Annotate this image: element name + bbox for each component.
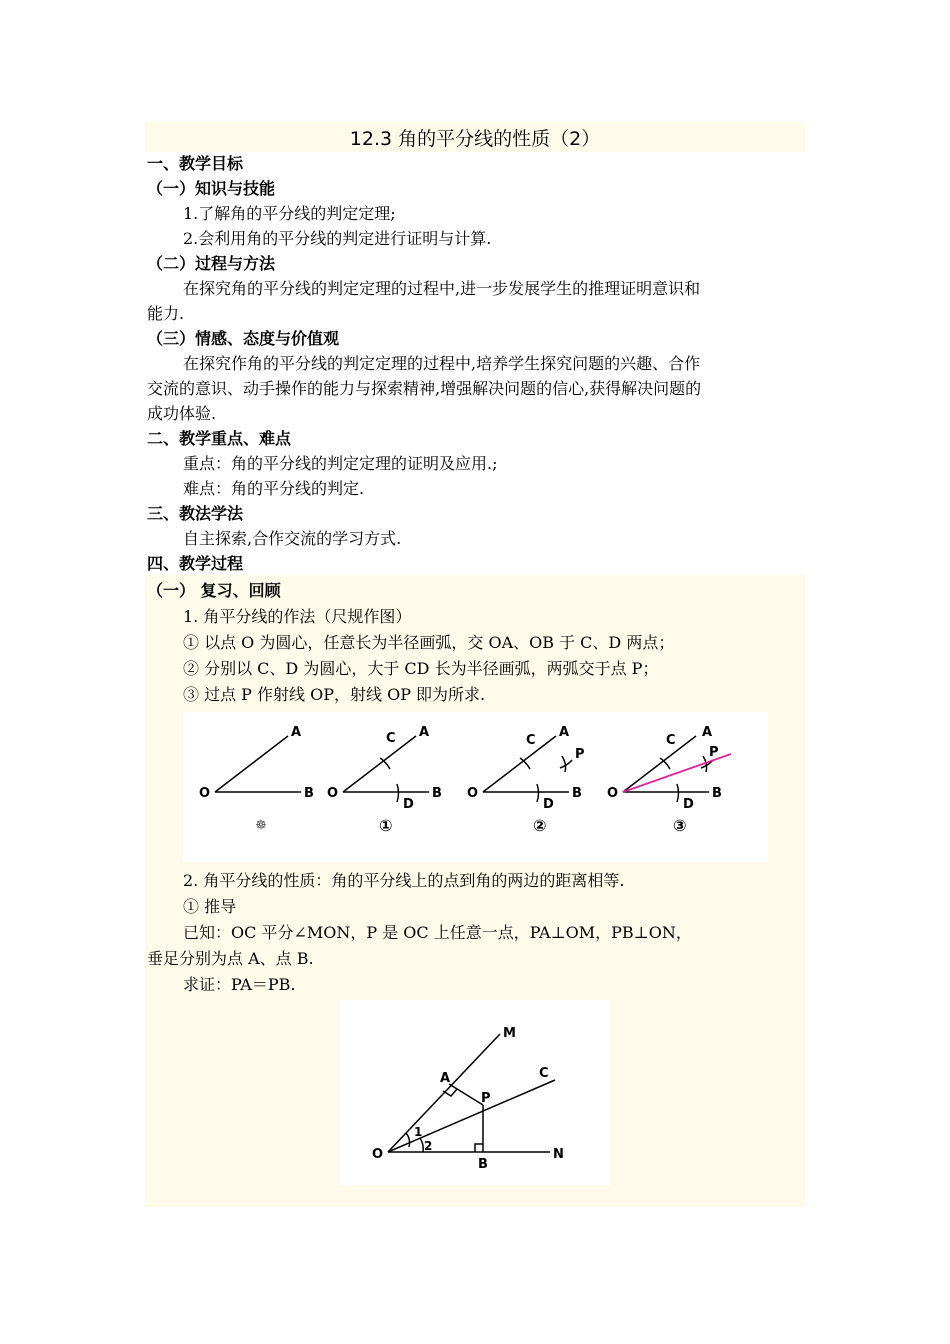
fig2-label-o: O (372, 1147, 384, 1162)
fig1-label-o: O (327, 786, 339, 801)
construction-step-3: ③ 过点 P 作射线 OP，射线 OP 即为所求. (183, 685, 486, 704)
fig0-label-a: A (291, 725, 302, 740)
fig3-label-d: D (683, 797, 694, 812)
fig2-label-d: D (543, 797, 554, 812)
section-3-heading: 三、教法学法 (147, 504, 244, 523)
construction-step-2: ② 分别以 C、D 为圆心，大于 CD 长为半径画弧，两弧交于点 P； (183, 659, 659, 678)
fig2-step-label: ② (533, 816, 547, 835)
subsection-knowledge: （一）知识与技能 (147, 179, 276, 198)
fig2-label-o: O (467, 786, 479, 801)
fig2-label-m: M (503, 1026, 516, 1041)
property-statement: 2. 角平分线的性质：角的平分线上的点到角的两边的距离相等. (183, 871, 625, 890)
fig1-label-c: C (386, 731, 396, 746)
fig2-label-b: B (572, 786, 582, 801)
fig0-label-b: B (304, 786, 314, 801)
goal-item-1: 1.了解角的平分线的判定定理; (183, 204, 396, 223)
fig2-label-p: P (481, 1091, 491, 1106)
fig2-label-p: P (575, 747, 585, 762)
section-4-heading: 四、教学过程 (147, 554, 244, 573)
given-line-2: 垂足分别为点 A、点 B. (147, 949, 314, 968)
fig2-label-a: A (559, 725, 570, 740)
fig2-label-n: N (553, 1147, 564, 1162)
fig2-label-c: C (526, 733, 536, 748)
construction-figure (183, 712, 768, 862)
key-point: 重点：角的平分线的判定定理的证明及应用.; (183, 454, 498, 473)
construction-step-1: ① 以点 O 为圆心，任意长为半径画弧，交 OA、OB 于 C、D 两点； (183, 633, 675, 652)
fig0-label-o: O (199, 786, 211, 801)
method-text: 自主探索,合作交流的学习方式. (183, 529, 402, 548)
difficult-point: 难点：角的平分线的判定. (183, 479, 365, 498)
fig2-label-b: B (478, 1157, 488, 1172)
derivation-label: ① 推导 (183, 897, 237, 916)
prove-line: 求证：PA＝PB. (183, 975, 296, 994)
fig2-label-2: 2 (424, 1139, 433, 1153)
construction-title: 1. 角平分线的作法（尺规作图） (183, 607, 412, 626)
fig2-label-a: A (440, 1071, 451, 1086)
fig1-label-a: A (419, 725, 430, 740)
fig2-label-1: 1 (414, 1125, 423, 1139)
fig1-label-d: D (403, 797, 414, 812)
bisector-property-figure (340, 1000, 610, 1185)
fig3-label-a: A (702, 725, 713, 740)
given-line-1: 已知：OC 平分∠MON，P 是 OC 上任意一点，PA⊥OM，PB⊥ON， (183, 923, 692, 942)
fig2-label-c: C (539, 1066, 549, 1081)
fig0-mark-icon: ☸ (255, 818, 267, 833)
goal-item-2: 2.会利用角的平分线的判定进行证明与计算. (183, 229, 492, 248)
attitude-text-3: 成功体验. (147, 404, 217, 423)
fig1-label-b: B (432, 786, 442, 801)
fig3-label-o: O (607, 786, 619, 801)
subsection-process: （二）过程与方法 (147, 254, 276, 273)
fig3-label-b: B (712, 786, 722, 801)
fig1-step-label: ① (379, 816, 393, 835)
attitude-text-1: 在探究作角的平分线的判定定理的过程中,培养学生探究问题的兴趣、合作 (183, 354, 701, 373)
section-2-heading: 二、教学重点、难点 (147, 429, 292, 448)
subsection-review: （一） 复习、回顾 (147, 581, 281, 600)
attitude-text-2: 交流的意识、动手操作的能力与探索精神,增强解决问题的信心,获得解决问题的 (147, 379, 702, 398)
fig3-label-c: C (666, 733, 676, 748)
process-text-1: 在探究角的平分线的判定定理的过程中,进一步发展学生的推理证明意识和 (183, 279, 701, 298)
fig3-label-p: P (709, 745, 719, 760)
section-1-heading: 一、教学目标 (147, 154, 244, 173)
page-title: 12.3 角的平分线的性质（2） (349, 128, 601, 150)
fig3-step-label: ③ (673, 816, 687, 835)
process-text-2: 能力. (147, 304, 185, 323)
subsection-attitude: （三）情感、态度与价值观 (147, 329, 340, 348)
